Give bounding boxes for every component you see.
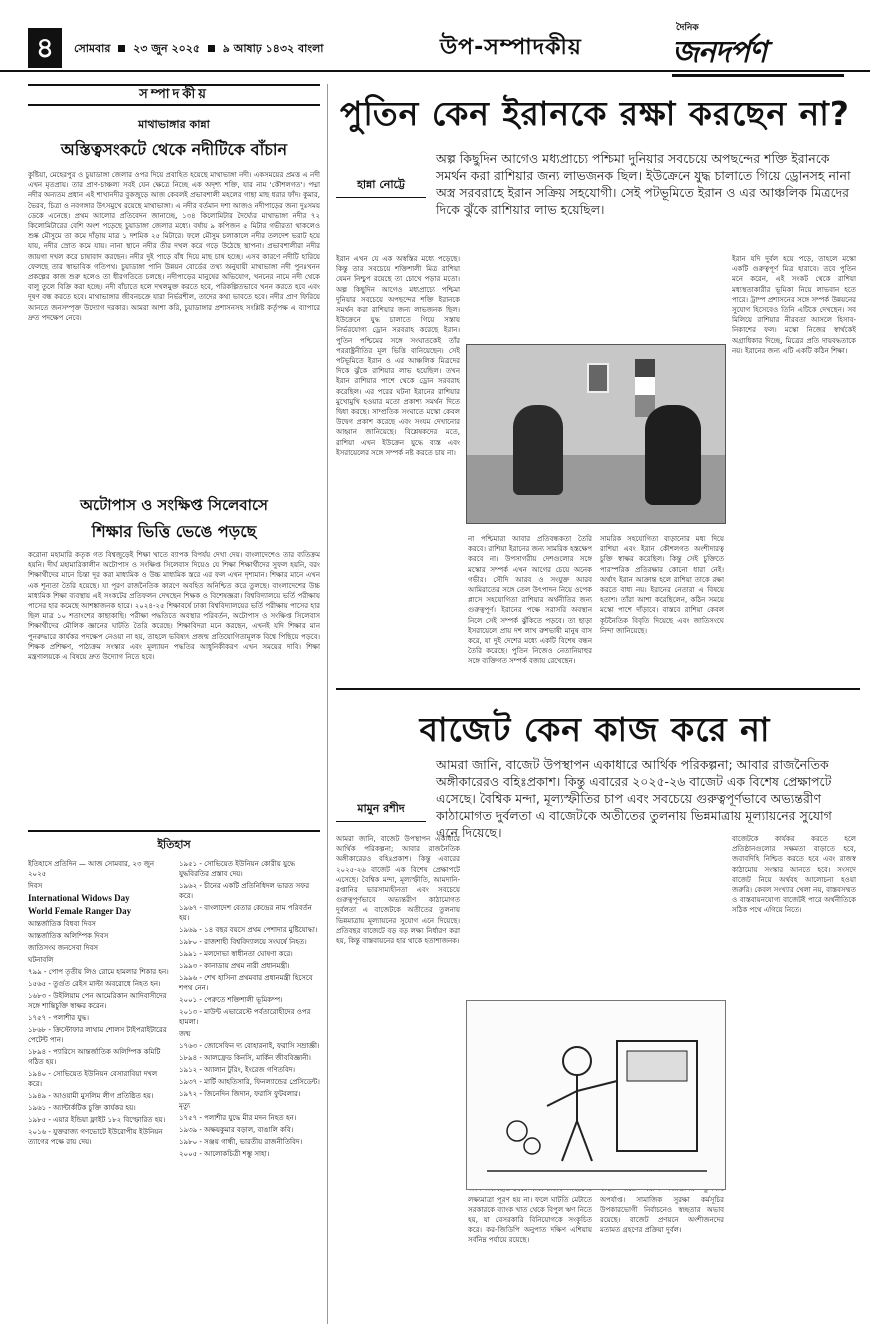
history-right-item: ১৯৬২ - চীনের একটি প্রতিনিধিদল ভারত সফর করে।	[179, 882, 310, 900]
history-left-item: ঘটনাবলি	[28, 956, 54, 964]
history-left-item: ১৯৮৫ - এয়ার ইন্ডিয়া ফ্লাইট ১৮২ বিস্ফোরিত হয়।	[28, 1116, 166, 1124]
history-left-item: ১৬৮৩ - উইলিয়াম পেন আমেরিকান আদিবাসীদের সঙ্গে শান্তিচুক্তি স্বাক্ষর করেন।	[28, 992, 167, 1010]
article1-col-2-text: না পশ্চিমারা আবার প্রতিবন্ধকতা তৈরি করবে। রাশিয়া ইরানের জন্য সামরিক হস্তক্ষেপ করবে না। উপসাগরীয় দেশগুলোর সঙ্গে মস্কোর সম্পর্ক এখন আগের চেয়ে অনেক গভীর। সৌদি আরব ও সংযুক্ত আরব আমিরাতের সঙ্গে তেল উৎপাদন নিয়ে ওপেক প্লাসে সহযোগিতা রাশিয়ার অর্থনীতির জন্য গুরুত্বপূর্ণ। ইরানের পক্ষে সরাসরি অবস্থান নিলে সেই সম্পর্ক ঝুঁকিতে পড়বে। তা ছাড়া ইসরায়েলে প্রায় দশ লাখ রুশভাষী মানুষ বাস করে, যা দুই দেশের মধ্যে একটি বিশেষ বন্ধন তৈরি করেছে। পুতিন নিজেও নেতানিয়াহুর সঙ্গে ব্যক্তিগত সম্পর্ক বজায় রেখেছেন।	[468, 535, 592, 666]
article2-col-3-text: অপর্যাপ্ত। সামাজিক সুরক্ষা কর্মসূচির উপকারভোগী নির্বাচনেও স্বচ্ছতার অভাব রয়েছে। বাজেট প্রণয়নে অংশীজনদের মতামত গ্রহণের প্রক্রিয়া দুর্বল।	[600, 1195, 724, 1235]
history-left-item: ১৮৯৪ - প্যারিসে আন্তর্জাতিক অলিম্পিক কমিটি গঠিত হয়।	[28, 1048, 161, 1066]
second-editorial-headline-2: শিক্ষার ভিত্তি ভেঙে পড়ছে	[91, 522, 257, 541]
newspaper-logo	[672, 22, 842, 70]
date-en: ২৩ জুন ২০২৫	[133, 42, 201, 55]
history-right-item: মৃত্যু	[179, 1102, 191, 1110]
second-editorial-body: করোনা মহামারি কতৃক গত বিশ্বজুড়েই শিক্ষা খাতে ব্যাপক বিপর্যয় দেখা দেয়। বাংলাদেশেও তার ব্যতিক্রম হয়নি। দীর্ঘ মহামারিকালীন অটোপাস ও সংক্ষিপ্ত সিলেবাস দিয়েও যে শিক্ষা শিক্ষার্থীদের সুফল হয়নি, বরং শিক্ষার্থীদের মানে চিন্তা দূর করা মাধ্যমিক ও উচ্চ মাধ্যমিক স্তরে এর ফল এখন দৃশ্যমান। শিক্ষার মানে এখন এক শূন্যতা তৈরি হয়েছে। যা পূরণ রাজনৈতিক কারণে অবহিত অনিশ্চিত করে তুলছে। বাংলাদেশের উচ্চ মাধ্যমিক শিক্ষা ব্যবস্থায় এই সংকটের প্রতিফলন দেখছেন শিক্ষক ও বিশেষজ্ঞরা। বিশ্ববিদ্যালয়ে ভর্তি পরীক্ষায় পাসের হার কমেছে আশঙ্কাজনক হারে। ২০২৪-২৫ শিক্ষাবর্ষে ঢাকা বিশ্ববিদ্যালয়ের ভর্তি পরীক্ষায় পাসের হার ছিল মাত্র ১০ শতাংশের কাছাকাছি। পরীক্ষা পদ্ধতিতে অবস্থার পরিবর্তন, অটোপাস ও সংক্ষিপ্ত সিলেবাস শিক্ষার্থীদের মৌলিক জ্ঞানের ঘাটতি তৈরি করেছে। শিক্ষাবিদরা মনে করছেন, এখনই যদি শিক্ষার মান পুনরুদ্ধারে কার্যকর পদক্ষেপ নেওয়া না হয়, তাহলে ভবিষ্যৎ প্রজন্ম প্রতিযোগিতামূলক বিশ্বে পিছিয়ে পড়বে। শিক্ষক প্রশিক্ষণ, পাঠ্যক্রম সংস্কার এবং মূল্যায়ন পদ্ধতির আধুনিকীকরণ এখন সময়ের দাবি। শিক্ষা মন্ত্রণালয়কে এ বিষয়ে দ্রুত উদ্যোগ নিতে হবে।	[28, 551, 320, 662]
history-left-item: ৭৯৯ - পোপ তৃতীয় লিও রোমে হামলার শিকার হন।	[28, 968, 169, 976]
history-left-item: জাতিসংঘ জনসেবা দিবস	[28, 944, 98, 952]
history-right-item: ১৯৩৯ - অক্ষয়কুমার বড়াল, বাঙালি কবি।	[179, 1126, 294, 1134]
history-right-item: ১৯৩৭ - মার্টি আহতিসারি, ফিনল্যান্ডের প্রেসিডেন্ট।	[179, 1078, 320, 1086]
second-editorial-headline-1: অটোপাস ও সংক্ষিপ্ত সিলেবাসে	[80, 496, 268, 514]
budget-cartoon-icon	[466, 1000, 726, 1190]
article2-col-4: বাজেটকে কার্যকর করতে হলে প্রতিষ্ঠানগুলোর সক্ষমতা বাড়াতে হবে, জবাবদিহি নিশ্চিত করতে হবে এবং রাজস্ব কাঠামোয় সংস্কার আনতে হবে। সংসদে বাজেট নিয়ে অর্থবহ আলোচনা হওয়া জরুরি। কেবল সংখ্যার খেলা নয়, বাস্তবসম্মত ও বাস্তবায়নযোগ্য বাজেটই পারে অর্থনীতিকে সঠিক পথে এগিয়ে নিতে।	[732, 835, 856, 915]
date-bn: ৯ আষাঢ় ১৪৩২ বাংলা	[222, 42, 324, 55]
history-left-item: আন্তর্জাতিক অলিম্পিক দিবস	[28, 932, 109, 940]
history-right-item: ১৯৫১ - সোভিয়েত ইউনিয়ন কোরীয় যুদ্ধে যুদ্ধবিরতির প্রস্তাব দেয়।	[179, 860, 296, 878]
column-divider	[327, 84, 328, 1324]
article2-col-2-text: লক্ষ্যমাত্রা পূরণ হয় না। ফলে ঘাটতি মেটাতে সরকারকে ব্যাংক খাত থেকে বিপুল ঋণ নিতে হয়, যা বেসরকারি বিনিয়োগকে সংকুচিত করে। কর-জিডিপি অনুপাত দক্ষিণ এশিয়ায় সর্বনিম্ন পর্যায়ে রয়েছে।	[468, 1195, 592, 1245]
history-right-item: ২০০৫ - আলোকচিত্রী শম্ভু সাহা।	[179, 1150, 270, 1158]
article2-headline: বাজেট কেন কাজ করে না	[419, 710, 771, 749]
article1-col-3-text: সামরিক সহযোগিতা বাড়ানোর মধ্য দিয়ে রাশিয়া এবং ইরান কৌশলগত অংশীদারত্ব চুক্তি স্বাক্ষর করেছিল। কিন্তু সেই চুক্তিতে পারস্পরিক প্রতিরক্ষার কোনো ধারা নেই। অর্থাৎ ইরান আক্রান্ত হলে রাশিয়া তাকে রক্ষা করতে বাধ্য নয়। ইরানের নেতারা এ বিষয়ে হতাশ। তাঁরা আশা করেছিলেন, কঠিন সময়ে মস্কো পাশে দাঁড়াবে। বাস্তবে রাশিয়া কেবল কূটনৈতিক বিবৃতি দিয়েছে এবং জাতিসংঘে নিন্দা জানিয়েছে।	[600, 535, 724, 635]
history-left-item: ১৫৬৫ - তুর্গুত রেইস মাল্টা অবরোধে নিহত হন।	[28, 980, 161, 988]
logo-prefix: দৈনিক	[676, 23, 699, 33]
history-right-item: ১৯৯৬ - শেখ হাসিনা প্রথমবার প্রধানমন্ত্রী হিসেবে শপথ নেন।	[179, 974, 313, 992]
history-left-item: ১৯৪৯ - আওয়ামী মুসলিম লীগ প্রতিষ্ঠিত হয়।	[28, 1092, 154, 1100]
history-left-column	[28, 859, 169, 1337]
history-left-item: ১৯৬১ - অ্যান্টার্কটিক চুক্তি কার্যকর হয়।	[28, 1104, 136, 1112]
editorial-body: কুষ্টিয়া, মেহেরপুর ও চুয়াডাঙ্গা জেলার ওপর দিয়ে প্রবাহিত হয়েছে মাথাভাঙ্গা নদী। একসময়ের প্রমত্ত এ নদী এখন মৃতপ্রায়। তার প্রাণ-চাঞ্চল্য সবই যেন ক্ষেত্রে নিচ্ছে এক অদৃশ্য শক্তি, যার নাম 'কৌশলগত'। পদ্মা নদীর অন্যতম প্রধান এই শাখানদীর বুকজুড়ে আজ কেবলই প্রভাবশালী মহলের গাছা মাছ ধরার ফাঁদ। কুমার, ভৈরব, চিত্রা ও নবগঙ্গার উৎসমুখে রয়েছে মাথাভাঙ্গা। এ নদীর বর্তমান দশা আজও নদীপাড়ের জন্য দুঃসময় ডেকে এনেছে। প্রথম আলোর প্রতিবেদন জানাচ্ছে, ১৩৪ কিলোমিটার দৈর্ঘ্যের মাথাভাঙ্গা নদীর ৭২ কিলোমিটারের বেশি অংশ পড়েছে চুয়াডাঙ্গা জেলার মধ্যে। বর্ষায় ৯ কপিজন ৫ মিটার গভীরতা থাকলেও শুষ্ক মৌসুমে তা কমে দাঁড়ায় মাত্র ১ দশমিক ২৫ মিটারে। ফলে মৌসুম চলাকালে নদীর তলদেশ ভরাট হয়ে যায়, নদীর স্রোত কমে যায়। নানা স্থানে নদীর তীর দখল করে গড়ে উঠেছে স্থাপনা। প্রভাবশালীরা নদীর জায়গা দখল করে চাষাবাদ করছেন। নদীর দুই পাড়ে বাঁধ দিয়ে মাছ চাষ হচ্ছে। এসব কারণে নদীটি হারিয়ে ফেলছে তার স্বাভাবিক গতিপথ। চুয়াডাঙ্গা পানি উন্নয়ন বোর্ডের তথ্য অনুযায়ী মাথাভাঙ্গা নদী পুনঃখনন প্রকল্পের কাজ শুরু হলেও তা ধীরগতিতে চলছে। নদীপাড়ের মানুষের অভিযোগ, খননের নামে নদী থেকে বালু তুলে বিক্রি করা হচ্ছে। নদী বাঁচাতে হলে দখলমুক্ত করতে হবে, পরিকল্পিতভাবে খনন করতে হবে এবং দূষণ বন্ধ করতে হবে। মাথাভাঙ্গার জীবনচক্রে যারা নির্ভরশীল, তাদের কথা ভাবতে হবে। নদীর প্রাণ ফিরিয়ে আনতে জনসম্পৃক্ত উদ্যোগ দরকার। আমরা আশা করি, চুয়াডাঙ্গার প্রশাসনসহ সংশ্লিষ্ট কর্তৃপক্ষ এ ব্যাপারে দ্রুত পদক্ষেপ নেবে।	[28, 171, 320, 322]
article2-byline: মামুন রশীদ	[336, 800, 426, 822]
editorial-kicker: মাথাভাঙ্গার কান্না	[138, 118, 210, 131]
separator-icon	[118, 45, 125, 52]
history-right-item: জন্ম	[179, 1030, 191, 1038]
editorial-headline: অস্তিত্বসংকটে থেকে নদীটিকে বাঁচান	[60, 140, 288, 159]
history-right-column	[179, 859, 320, 1337]
history-right-item: ২০১৩ - মাউন্ট এভারেস্টে পর্বতারোহীদের ওপর হামলা।	[179, 1008, 311, 1026]
history-right-item: ১৯৮০ - সঞ্জয় গান্ধী, ভারতীয় রাজনীতিবিদ।	[179, 1138, 303, 1146]
meeting-photo-icon	[466, 344, 726, 524]
section-title: উপ-সম্পাদকীয়	[440, 35, 582, 60]
logo-rule	[672, 74, 844, 77]
history-left-item: ১৮৬৮ - ক্রিস্টোফার লাথাম শোলস টাইপরাইটারের পেটেন্ট পান।	[28, 1026, 167, 1044]
history-left-item: আন্তর্জাতিক বিধবা দিবস	[28, 920, 96, 928]
history-right-item: ১৯৮০ - রাজশাহী বিশ্ববিদ্যালয়ে সংঘর্ষে নিহত।	[179, 938, 307, 946]
article1-headline: পুতিন কেন ইরানকে রক্ষা করছেন না?	[340, 94, 850, 133]
day: সোমবার	[74, 42, 111, 55]
logo-name: জনদর্পণ	[672, 35, 767, 70]
editorial-column	[28, 84, 320, 1337]
history-right-item: ১৯১২ - অ্যালান টুরিং, ইংরেজ গণিতবিদ।	[179, 1066, 296, 1074]
history-right-item: ১৯৭২ - জিনেদিন জিদান, ফরাসি ফুটবলার।	[179, 1090, 301, 1098]
history-left-item: ২০১৬ - যুক্তরাজ্য গণভোটে ইউরোপীয় ইউনিয়ন ত্যাগের পক্ষে রায় দেয়।	[28, 1128, 163, 1146]
history-right-item: ১৯৬৭ - বাংলাদেশ বেতার কেন্দ্রের নাম পরিবর্তন হয়।	[179, 904, 312, 922]
history-right-item: ১৭৬৩ - জোসেফিন দ্য বোহারনাই, ফরাসি সম্রাজ্ঞী।	[179, 1042, 320, 1050]
history-right-item: ১৭৫৭ - পলাশীর যুদ্ধে মীর মদন নিহত হন।	[179, 1114, 297, 1122]
history-columns	[28, 859, 320, 1337]
dateline	[74, 40, 323, 59]
history-days-label: দিবস	[28, 882, 43, 890]
history-right-item: ১৯৯৩ - কানাডায় প্রথম নারী প্রধানমন্ত্রী।	[179, 962, 290, 970]
history-right-item: ১৯৬৯ - ১৪ বছর বয়সে প্রথম পেশাদার মুষ্টিযোদ্ধা।	[179, 926, 318, 934]
article2-deck: আমরা জানি, বাজেট উপস্থাপন একাধারে আর্থিক পরিকল্পনা; আবার রাজনৈতিক অঙ্গীকারেরও বহিঃপ্রকাশ। কিন্তু এবারের ২০২৫-২৬ বাজেট এক বিশেষ প্রেক্ষাপটে এসেছে। বৈশ্বিক মন্দা, মূল্যস্ফীতির চাপ এবং সবচেয়ে গুরুত্বপূর্ণভাবে অভ্যন্তরীণ কাঠামোগত দুর্বলতা এ বাজেটকে অতীতের তুলনায় ভিন্নমাত্রায় মূল্যায়নের সুযোগ এনে দিয়েছে।	[436, 757, 832, 840]
section-divider	[336, 688, 860, 690]
masthead	[0, 0, 870, 72]
history-day-en-1: International Widows Day	[28, 893, 130, 903]
article1-col-4: ইরান যদি দুর্বল হয়ে পড়ে, তাহলে মস্কো একটি গুরুত্বপূর্ণ মিত্র হারাবে। তবে পুতিন মনে করেন, এই সংকট থেকে রাশিয়া মধ্যস্থতাকারীর ভূমিকা নিয়ে লাভবান হতে পারে। ট্রাম্প প্রশাসনের সঙ্গে সম্পর্ক উন্নয়নের সুযোগ হিসেবেও তিনি এটিকে দেখছেন। সব মিলিয়ে রাশিয়ার নীরবতা আসলে হিসাব-নিকাশের ফল। মস্কো নিজের স্বার্থকেই অগ্রাধিকার দিচ্ছে, মিত্রের প্রতি দায়বদ্ধতাকে নয়। ইরানের জন্য এটি একটি কঠিন শিক্ষা।	[732, 255, 856, 355]
history-intro: ইতিহাসে প্রতিদিন — আজ সোমবার, ২৩ জুন ২০২৫	[28, 860, 155, 878]
separator-icon	[208, 45, 215, 52]
page-number: ৪	[28, 28, 62, 68]
history-left-item: ১৯৪০ - সোভিয়েত ইউনিয়ন বেসারাবিয়া দখল করে।	[28, 1070, 158, 1088]
history-left-item: ১৭৫৭ - পলাশীর যুদ্ধ।	[28, 1014, 90, 1022]
history-right-item: ২০০১ - পেরুতে শক্তিশালী ভূমিকম্প।	[179, 996, 283, 1004]
article1-byline: হান্না নোট্টে	[336, 176, 426, 198]
article1-deck: অল্প কিছুদিন আগেও মধ্যপ্রাচ্যে পশ্চিমা দুনিয়ার সবচেয়ে অপছন্দের শক্তি ইরানকে সমর্থন করা রাশিয়ার জন্য লাভজনক ছিল। ইউক্রেনে যুদ্ধ চালাতে গিয়ে ড্রোনসহ নানা অস্ত্র সরবরাহে ইরান সক্রিয় সহযোগী। সেই পটভূমিতে ইরান ও এর আঞ্চলিক মিত্রদের দিকে ঝুঁকে রাশিয়ার লাভ হয়েছিল।	[436, 151, 851, 217]
history-right-item: ১৯৯১ - মলদোভা স্বাধীনতা ঘোষণা করে।	[179, 950, 293, 958]
history-section	[28, 830, 320, 1337]
editorial-ribbon: সম্পাদকীয়	[28, 84, 320, 106]
article1-col-1: ইরান এখন যে এক অস্বস্তির মধ্যে পড়েছে। কিন্তু তার সবচেয়ে শক্তিশালী মিত্র রাশিয়া যেমন নিশ্চুপ রয়েছে তা চোখে পড়ার মতো। অল্প কিছুদিন আগেও মধ্যপ্রাচ্যে পশ্চিমা দুনিয়ার সবচেয়ে অপছন্দের শক্তি ইরানকে সমর্থন করা রাশিয়ার জন্য লাভজনক ছিল। ইউক্রেনে যুদ্ধ চালাতে গিয়ে সস্তায় নির্ভরযোগ্য ড্রোন সরবরাহ করেছে ইরান। পুতিন পশ্চিমের সঙ্গে সংঘাতকেই তাঁর পররাষ্ট্রনীতির মূল ভিত্তি বানিয়েছেন। সেই পটভূমিতে ইরান ও এর আঞ্চলিক মিত্রদের দিকে ঝুঁকে রাশিয়ার লাভ হয়েছিল। তখন ইরান রাশিয়ার পাশে থেকে ড্রোন সরবরাহ করেছিল। এর পরের ঘটনা ইরানের রাশিয়ার মুখোমুখি হওয়ার মতো প্রকাশ্য সমর্থন দিতে দ্বিধা করছে। সাম্প্রতিক সংঘাতে মস্কো কেবল উদ্বেগ প্রকাশ করেছে এবং সংযম দেখানোর আহ্বান জানিয়েছে। বিশ্লেষকদের মতে, রাশিয়া এখন ইউক্রেন যুদ্ধে ব্যস্ত এবং ইসরায়েলের সঙ্গে সম্পর্ক নষ্ট করতে চায় না।	[336, 255, 460, 457]
history-day-en-2: World Female Ranger Day	[28, 906, 132, 916]
history-title: ইতিহাস	[157, 838, 191, 851]
history-right-item: ১৮৯৪ - আলফ্রেড কিনসি, মার্কিন জীববিজ্ঞানী।	[179, 1054, 311, 1062]
article2-col-1: আমরা জানি, বাজেট উপস্থাপন একাধারে আর্থিক পরিকল্পনা; আবার রাজনৈতিক অঙ্গীকারেরও বহিঃপ্রকাশ। কিন্তু এবারের ২০২৫-২৬ বাজেট এক বিশেষ প্রেক্ষাপটে এসেছে। বৈশ্বিক মন্দা, মূল্যস্ফীতি, আমদানি-রপ্তানির ভারসাম্যহীনতা এবং সবচেয়ে গুরুত্বপূর্ণভাবে অভ্যন্তরীণ কাঠামোগত দুর্বলতা এ বাজেটকে অতীতের তুলনায় ভিন্নমাত্রায় মূল্যায়নের সুযোগ এনে দিয়েছে। প্রতিবছর বাজেটে বড় বড় লক্ষ্য নির্ধারণ করা হয়, কিন্তু বাস্তবায়নের হার থাকে হতাশাজনক।	[336, 835, 460, 946]
